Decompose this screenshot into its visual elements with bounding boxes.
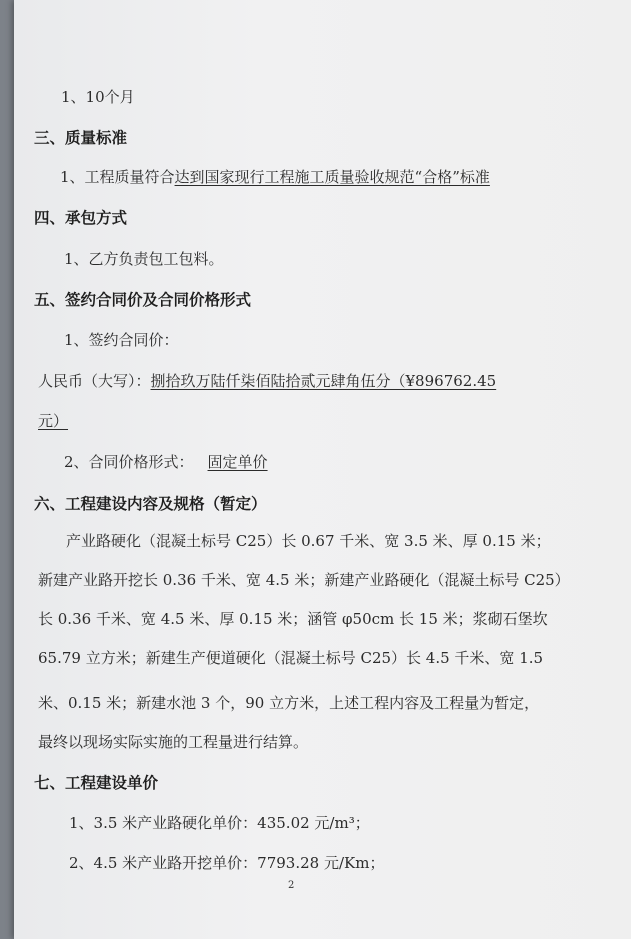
section-heading: 三、质量标准: [34, 129, 128, 147]
text-line: 产业路硬化（混凝土标号 C25）长 0.67 千米、宽 3.5 米、厚 0.15 米；: [66, 532, 551, 550]
document-page: [14, 0, 631, 939]
text-run: 人民币（大写）：: [38, 372, 151, 390]
text-line: 长 0.36 千米、宽 4.5 米、厚 0.15 米；涵管 φ50cm 长 15 米；浆砌石堡坎: [38, 610, 548, 628]
contract-amount-continued: 元）: [38, 412, 69, 430]
text-line: 1、3.5 米产业路硬化单价：435.02 元/m³；: [69, 814, 370, 832]
text-line: 2、4.5 米产业路开挖单价：7793.28 元/Km；: [69, 854, 385, 872]
text-line: 新建产业路开挖长 0.36 千米、宽 4.5 米；新建产业路硬化（混凝土标号 C25）: [38, 571, 570, 589]
underlined-text: 达到国家现行工程施工质量验收规范“合格”标准: [174, 168, 490, 186]
contract-amount: 捌拾玖万陆仟柒佰陆拾贰元肆角伍分（¥896762.45: [150, 372, 497, 390]
text-line: [38, 371, 496, 391]
text-line: 米、0.15 米；新建水池 3 个，90 立方米，上述工程内容及工程量为暂定，: [38, 694, 540, 712]
text-line: 1、10个月: [61, 88, 135, 106]
text-line: [64, 452, 268, 472]
section-heading: 四、承包方式: [34, 209, 128, 227]
text-run: 1、工程质量符合: [60, 168, 175, 186]
text-line: 最终以现场实际实施的工程量进行结算。: [38, 733, 309, 751]
page-number: 2: [288, 880, 295, 891]
text-line: 1、乙方负责包工包料。: [64, 250, 224, 268]
section-heading: 五、签约合同价及合同价格形式: [34, 291, 252, 309]
section-heading: 七、工程建设单价: [34, 774, 159, 792]
text-run: 2、合同价格形式：: [64, 453, 194, 471]
section-heading: 六、工程建设内容及规格（暂定）: [34, 495, 267, 513]
price-form-value: 固定单价: [207, 453, 268, 471]
text-line: [60, 167, 490, 187]
text-line: 1、签约合同价：: [64, 331, 179, 349]
text-line: 65.79 立方米；新建生产便道硬化（混凝土标号 C25）长 4.5 千米、宽 1.5: [38, 649, 544, 667]
